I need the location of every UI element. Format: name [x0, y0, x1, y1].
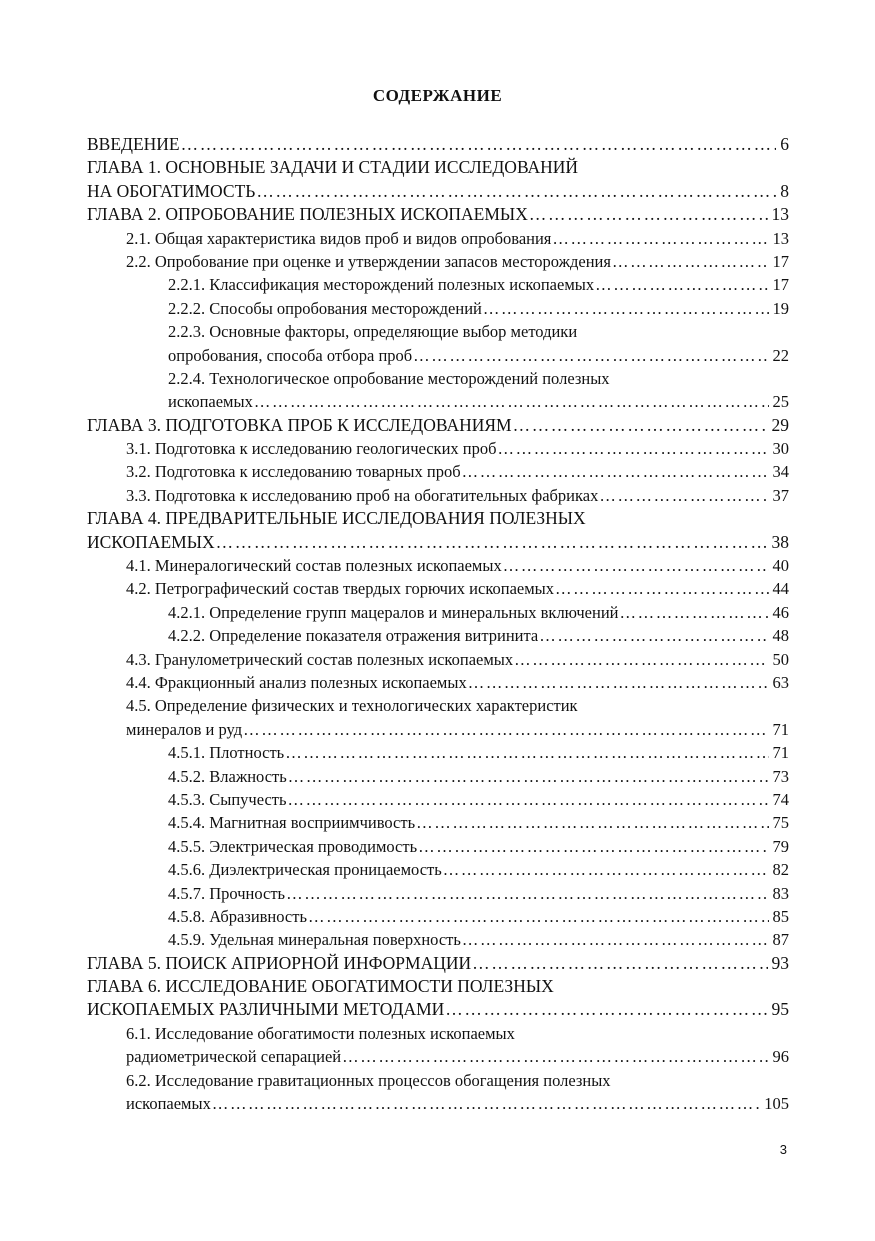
toc-entry[interactable] — [168, 765, 789, 788]
toc-page-number: 85 — [772, 906, 789, 926]
toc-entry[interactable] — [87, 975, 789, 1022]
toc-entry-line — [168, 297, 789, 320]
toc-entry[interactable] — [168, 320, 789, 367]
toc-entry-text: 4.5.9. Удельная минеральная поверхность — [168, 930, 461, 950]
toc-entry-text: 4.5.2. Влажность — [168, 766, 287, 786]
toc-entry-text: 4.3. Гранулометрический состав полезных ископаемых — [126, 649, 514, 669]
toc-entry-line — [168, 835, 789, 858]
toc-entry-text: 4.5.4. Магнитная восприимчивость — [168, 813, 416, 833]
toc-page-number: 44 — [772, 579, 789, 599]
toc-entry[interactable] — [126, 460, 789, 483]
toc-entry[interactable] — [126, 671, 789, 694]
toc-entry-line — [126, 227, 789, 250]
toc-entry-text: ГЛАВА 4. ПРЕДВАРИТЕЛЬНЫЕ ИССЛЕДОВАНИЯ ПОЛЕЗНЫХ — [87, 508, 586, 529]
toc-entry[interactable] — [168, 273, 789, 296]
toc-entry-text: НА ОБОГАТИМОСТЬ — [87, 180, 256, 201]
toc-entry-text: ИСКОПАЕМЫХ РАЗЛИЧНЫМИ МЕТОДАМИ — [87, 999, 445, 1020]
toc-page-number: 93 — [771, 952, 789, 973]
dot-leader — [254, 390, 769, 413]
toc-page-number: 87 — [772, 930, 789, 950]
toc-entry-line — [87, 998, 789, 1021]
dot-leader — [212, 1092, 760, 1115]
toc-entry[interactable] — [126, 1069, 789, 1116]
toc-page-number: 73 — [772, 766, 789, 786]
dot-leader — [445, 998, 767, 1021]
toc-entry-text: 4.5.8. Абразивность — [168, 906, 307, 926]
table-of-contents — [87, 133, 789, 1115]
toc-entry-line — [168, 811, 789, 834]
dot-leader — [256, 180, 776, 203]
toc-entry-line — [126, 694, 789, 717]
toc-page-number: 13 — [772, 228, 789, 248]
toc-entry[interactable] — [168, 624, 789, 647]
dot-leader — [513, 414, 768, 437]
dot-leader — [620, 601, 769, 624]
toc-page-number: 105 — [764, 1094, 789, 1114]
toc-entry-text: 4.5.5. Электрическая проводимость — [168, 836, 418, 856]
toc-entry-line — [126, 1069, 789, 1092]
toc-entry-line — [168, 928, 789, 951]
dot-leader — [443, 858, 769, 881]
dot-leader — [413, 344, 768, 367]
dot-leader — [483, 297, 769, 320]
toc-entry-text: опробования, способа отбора проб — [168, 345, 413, 365]
toc-page-number: 50 — [772, 649, 789, 669]
dot-leader — [595, 273, 768, 296]
dot-leader — [216, 531, 768, 554]
toc-entry-text: 2.2. Опробование при оценке и утверждении запасов месторождения — [126, 251, 611, 271]
toc-entry-line — [168, 601, 789, 624]
toc-page-number: 29 — [771, 414, 789, 435]
toc-page-number: 37 — [772, 485, 789, 505]
dot-leader — [181, 133, 777, 156]
dot-leader — [599, 484, 768, 507]
dot-leader — [498, 437, 769, 460]
toc-page-number: 46 — [772, 602, 789, 622]
dot-leader — [288, 788, 769, 811]
toc-entry-text: 2.2.1. Классификация месторождений полезных ископаемых — [168, 275, 595, 295]
toc-page-number: 82 — [772, 860, 789, 880]
toc-entry-line — [168, 320, 789, 343]
dot-leader — [418, 835, 768, 858]
toc-entry-line — [87, 414, 789, 437]
toc-entry-text: 4.1. Минералогический состав полезных ископаемых — [126, 556, 502, 576]
toc-entry-text: 2.2.4. Технологическое опробование месторождений полезных — [168, 368, 610, 388]
toc-entry[interactable] — [168, 297, 789, 320]
toc-entry-text: 3.1. Подготовка к исследованию геологических проб — [126, 439, 497, 459]
toc-page-number: 83 — [772, 883, 789, 903]
dot-leader — [308, 905, 769, 928]
toc-page-number: 8 — [780, 180, 789, 201]
toc-entry-line — [87, 180, 789, 203]
toc-entry-text: 6.1. Исследование обогатимости полезных ископаемых — [126, 1023, 515, 1043]
toc-entry-text: 4.5.3. Сыпучесть — [168, 789, 287, 809]
toc-entry-text: 4.4. Фракционный анализ полезных ископаемых — [126, 672, 467, 692]
dot-leader — [286, 882, 768, 905]
toc-page-number: 13 — [771, 204, 789, 225]
toc-page-number: 71 — [772, 743, 789, 763]
toc-entry-text: ископаемых — [168, 392, 253, 412]
toc-entry[interactable] — [168, 928, 789, 951]
toc-entry-line — [168, 390, 789, 413]
toc-entry-line — [168, 741, 789, 764]
toc-entry-line — [126, 250, 789, 273]
toc-page-number: 17 — [772, 251, 789, 271]
toc-entry-line — [87, 156, 789, 179]
toc-entry[interactable] — [126, 577, 789, 600]
toc-entry[interactable] — [168, 601, 789, 624]
toc-entry-line — [168, 624, 789, 647]
toc-entry[interactable] — [168, 835, 789, 858]
toc-entry[interactable] — [87, 414, 789, 437]
dot-leader — [462, 928, 769, 951]
toc-page-number: 17 — [772, 275, 789, 295]
toc-entry[interactable] — [126, 554, 789, 577]
toc-entry-text: 3.2. Подготовка к исследованию товарных проб — [126, 462, 461, 482]
toc-page-number: 75 — [772, 813, 789, 833]
toc-entry-text: 4.2. Петрографический состав твердых горючих ископаемых — [126, 579, 555, 599]
toc-entry[interactable] — [126, 227, 789, 250]
toc-page-number: 22 — [772, 345, 789, 365]
toc-page-number: 19 — [772, 298, 789, 318]
toc-entry-text: ископаемых — [126, 1094, 211, 1114]
toc-entry-line — [126, 718, 789, 741]
toc-entry-line — [168, 858, 789, 881]
toc-page-number: 71 — [772, 719, 789, 739]
toc-entry-line — [87, 203, 789, 226]
toc-entry[interactable] — [126, 484, 789, 507]
toc-page-number: 74 — [772, 789, 789, 809]
toc-entry-line — [126, 1045, 789, 1068]
toc-entry-line — [126, 671, 789, 694]
toc-entry-text: ГЛАВА 1. ОСНОВНЫЕ ЗАДАЧИ И СТАДИИ ИССЛЕДОВАНИЙ — [87, 157, 579, 178]
toc-page-number: 38 — [771, 531, 789, 552]
toc-entry-text: минералов и руд — [126, 719, 243, 739]
toc-entry-text: 4.2.1. Определение групп мацералов и минеральных включений — [168, 602, 619, 622]
toc-entry-line — [168, 905, 789, 928]
toc-page-number: 95 — [771, 999, 789, 1020]
dot-leader — [503, 554, 769, 577]
dot-leader — [472, 952, 767, 975]
toc-entry-text: 6.2. Исследование гравитационных процессов обогащения полезных — [126, 1070, 611, 1090]
toc-entry-text: радиометрической сепарацией — [126, 1047, 342, 1067]
toc-entry[interactable] — [87, 203, 789, 226]
toc-entry[interactable] — [168, 811, 789, 834]
toc-entry-line — [168, 788, 789, 811]
toc-page-number: 6 — [780, 134, 789, 154]
dot-leader — [555, 577, 768, 600]
toc-page-number: 30 — [772, 439, 789, 459]
dot-leader — [462, 460, 769, 483]
toc-entry-text: 4.2.2. Определение показателя отражения витринита — [168, 626, 539, 646]
page-title: СОДЕРЖАНИЕ — [372, 86, 503, 105]
dot-leader — [514, 648, 768, 671]
dot-leader — [416, 811, 768, 834]
toc-entry-text: ГЛАВА 6. ИССЛЕДОВАНИЕ ОБОГАТИМОСТИ ПОЛЕЗНЫХ — [87, 976, 554, 997]
toc-entry[interactable] — [87, 507, 789, 554]
toc-entry-text: ГЛАВА 2. ОПРОБОВАНИЕ ПОЛЕЗНЫХ ИСКОПАЕМЫХ — [87, 204, 528, 225]
toc-page-number: 96 — [772, 1047, 789, 1067]
toc-entry-line — [126, 577, 789, 600]
toc-entry-text: 2.2.3. Основные факторы, определяющие выбор методики — [168, 322, 578, 342]
toc-entry-text: 4.5. Определение физических и технологических характеристик — [126, 696, 578, 716]
toc-entry-line — [126, 437, 789, 460]
toc-page-number: 34 — [772, 462, 789, 482]
toc-entry-text: 4.5.7. Прочность — [168, 883, 286, 903]
toc-entry-line — [168, 367, 789, 390]
toc-entry-line — [126, 1092, 789, 1115]
toc-entry-line — [168, 344, 789, 367]
toc-entry[interactable] — [168, 741, 789, 764]
toc-entry-text: 4.5.1. Плотность — [168, 743, 285, 763]
dot-leader — [243, 718, 768, 741]
toc-entry[interactable] — [126, 694, 789, 741]
toc-entry-line — [126, 484, 789, 507]
toc-entry-line — [87, 952, 789, 975]
toc-entry-text: ГЛАВА 3. ПОДГОТОВКА ПРОБ К ИССЛЕДОВАНИЯМ — [87, 414, 512, 435]
dot-leader — [342, 1045, 768, 1068]
toc-entry-text: ВВЕДЕНИЕ — [87, 134, 180, 154]
toc-entry[interactable] — [168, 858, 789, 881]
toc-entry[interactable] — [168, 882, 789, 905]
toc-entry[interactable] — [87, 952, 789, 975]
toc-entry[interactable] — [87, 133, 789, 156]
dot-leader — [288, 765, 769, 788]
toc-entry-text: 2.2.2. Способы опробования месторождений — [168, 298, 482, 318]
toc-entry-line — [126, 554, 789, 577]
toc-entry[interactable] — [126, 437, 789, 460]
toc-entry-line — [87, 531, 789, 554]
page-number: 3 — [779, 1142, 787, 1157]
toc-entry[interactable] — [168, 905, 789, 928]
toc-entry-text: 3.3. Подготовка к исследованию проб на обогатительных фабриках — [126, 485, 599, 505]
dot-leader — [468, 671, 769, 694]
dot-leader — [552, 227, 768, 250]
toc-entry-line — [168, 765, 789, 788]
toc-page-number: 79 — [772, 836, 789, 856]
toc-entry-line — [126, 1022, 789, 1045]
toc-page-number: 63 — [772, 672, 789, 692]
toc-entry[interactable] — [126, 1022, 789, 1069]
toc-entry-line — [126, 648, 789, 671]
toc-entry-line — [168, 882, 789, 905]
toc-entry-text: ИСКОПАЕМЫХ — [87, 531, 215, 552]
toc-entry[interactable] — [87, 156, 789, 203]
toc-entry-line — [126, 460, 789, 483]
toc-entry-text: 2.1. Общая характеристика видов проб и видов опробования — [126, 228, 552, 248]
toc-entry-line — [168, 273, 789, 296]
toc-entry[interactable] — [126, 648, 789, 671]
dot-leader — [612, 250, 769, 273]
toc-entry[interactable] — [168, 788, 789, 811]
toc-entry-text: 4.5.6. Диэлектрическая проницаемость — [168, 860, 442, 880]
toc-entry-line — [87, 133, 789, 156]
toc-entry[interactable] — [168, 367, 789, 414]
dot-leader — [285, 741, 768, 764]
toc-entry[interactable] — [126, 250, 789, 273]
dot-leader — [529, 203, 768, 226]
toc-entry-line — [87, 975, 789, 998]
toc-entry-text: ГЛАВА 5. ПОИСК АПРИОРНОЙ ИНФОРМАЦИИ — [87, 952, 472, 973]
toc-entry-line — [87, 507, 789, 530]
toc-page-number: 25 — [772, 392, 789, 412]
toc-page-number: 40 — [772, 556, 789, 576]
dot-leader — [539, 624, 768, 647]
toc-page-number: 48 — [772, 626, 789, 646]
